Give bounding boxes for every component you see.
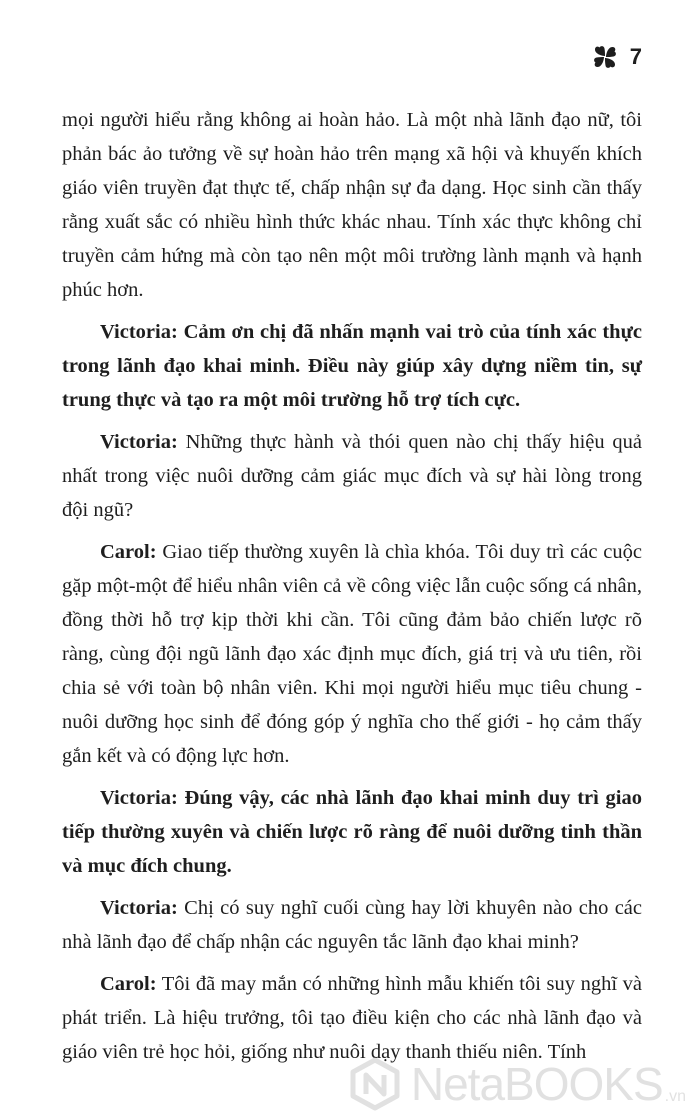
paragraph-text: Tôi đã may mắn có những hình mẫu khiến tôi suy nghĩ và phát triển. Là hiệu trưởng, tôi tạo điều kiện cho các nhà lãnh đạo và giáo viên trẻ học hỏi, giống như nuôi dạy thanh thiếu niên. Tính: [62, 973, 642, 1063]
paragraph: [62, 891, 642, 959]
paragraph-speaker: Carol:: [100, 541, 157, 563]
paragraph-text: Giao tiếp thường xuyên là chìa khóa. Tôi duy trì các cuộc gặp một-một để hiểu nhân viên cả về công việc lẫn cuộc sống cá nhân, đồng thời hỗ trợ kịp thời khi cần. Tôi cũng đảm bảo chiến lược rõ ràng, cùng đội ngũ lãnh đạo xác định mục đích, giá trị và ưu tiên, rồi chia sẻ với toàn bộ nhân viên. Khi mọi người hiểu mục tiêu chung - nuôi dưỡng học sinh để đóng góp ý nghĩa cho thế giới - họ cảm thấy gắn kết và có động lực hơn.: [62, 541, 642, 767]
page-number: 7: [629, 44, 642, 69]
paragraph-text: Những thực hành và thói quen nào chị thấy hiệu quả nhất trong việc nuôi dưỡng cảm giác mục đích và sự hài lòng trong đội ngũ?: [62, 431, 642, 521]
paragraph-speaker: Victoria:: [100, 321, 178, 343]
page-body: [62, 103, 642, 1077]
paragraph: [62, 425, 642, 527]
paragraph-speaker: Victoria:: [100, 897, 178, 919]
paragraph-text: mọi người hiểu rằng không ai hoàn hảo. Là một nhà lãnh đạo nữ, tôi phản bác ảo tưởng về sự hoàn hảo trên mạng xã hội và khuyến khích giáo viên truyền đạt thực tế, chấp nhận sự đa dạng. Học sinh cần thấy rằng xuất sắc có nhiều hình thức khác nhau. Tính xác thực không chỉ truyền cảm hứng mà còn tạo nên một môi trường lành mạnh và hạnh phúc hơn.: [62, 109, 642, 301]
paragraph: [62, 967, 642, 1069]
paragraph-text: Đúng vậy, các nhà lãnh đạo khai minh duy trì giao tiếp thường xuyên và chiến lược rõ ràng để nuôi dưỡng tinh thần và mục đích chung.: [62, 787, 642, 877]
netabooks-logo-icon: [347, 1056, 403, 1112]
watermark-suffix: .vn: [664, 1088, 686, 1105]
paragraph-speaker: Carol:: [100, 973, 157, 995]
paragraph: [62, 781, 642, 883]
watermark-text: NetaBOOKS: [410, 1058, 663, 1110]
four-leaf-clover-icon: [592, 44, 618, 70]
paragraph-text: Chị có suy nghĩ cuối cùng hay lời khuyên nào cho các nhà lãnh đạo để chấp nhận các nguyên tắc lãnh đạo khai minh?: [62, 897, 642, 953]
paragraph-speaker: Victoria:: [100, 787, 178, 809]
paragraph-text: Cảm ơn chị đã nhấn mạnh vai trò của tính xác thực trong lãnh đạo khai minh. Điều này giúp xây dựng niềm tin, sự trung thực và tạo ra một môi trường hỗ trợ tích cực.: [62, 321, 642, 411]
netabooks-watermark: [347, 1056, 686, 1112]
paragraph: [62, 315, 642, 417]
page-header: [592, 44, 642, 70]
paragraph: [62, 103, 642, 307]
paragraph: [62, 535, 642, 773]
paragraph-speaker: Victoria:: [100, 431, 178, 453]
